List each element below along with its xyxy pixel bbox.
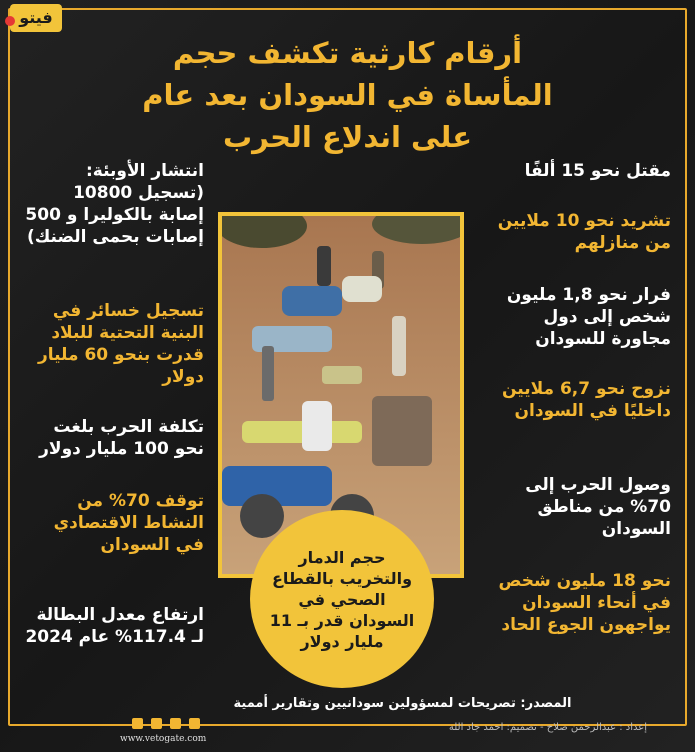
stat-displaced: تشريد نحو 10 ملايين من منازلهم <box>497 211 671 253</box>
health-sector-text: حجم الدمار والتخريب بالقطاع الصحي في السودان قدر بـ 11 مليار دولار <box>269 547 415 651</box>
logo-text: فيتو <box>19 8 53 27</box>
stat-infrastructure-loss: تسجيل خسائر في البنية التحتية للبلاد قدرت بنحو 60 مليار دولار <box>37 301 204 387</box>
instagram-icon[interactable] <box>170 718 181 729</box>
brand-logo[interactable] <box>10 4 62 32</box>
stat-internal-displacement: نزوح نحو 6,7 ملايين داخليًا في السودان <box>501 379 671 421</box>
facebook-icon[interactable] <box>132 718 143 729</box>
twitter-icon[interactable] <box>151 718 162 729</box>
stat-refugees: فرار نحو 1,8 مليون شخص إلى دول مجاورة للسودان <box>506 285 671 349</box>
title-line-1: أرقام كارثية تكشف حجم <box>172 36 523 70</box>
stat-war-coverage: وصول الحرب إلى 70% من مناطق السودان <box>525 475 671 539</box>
stat-deaths: مقتل نحو 15 ألفًا <box>524 161 671 181</box>
stat-hunger: نحو 18 مليون شخص في أنحاء السودان يواجهون الجوع الحاد <box>498 571 671 635</box>
page-title <box>90 32 605 158</box>
stat-war-cost: تكلفة الحرب بلغت نحو 100 مليار دولار <box>39 417 204 459</box>
stat-economic-halt: توقف 70% من النشاط الاقتصادي في السودان <box>53 491 204 555</box>
website-url[interactable]: www.vetogate.com <box>120 734 207 744</box>
stat-epidemics: انتشار الأوبئة: (تسجيل 10800 إصابة بالكوليرا و 500 إصابات بحمى الضنك) <box>25 161 204 247</box>
logo-dot-icon <box>5 16 15 26</box>
title-line-2: المأساة في السودان بعد عام <box>142 78 553 112</box>
stat-unemployment: ارتفاع معدل البطالة لـ 117.4% عام 2024 <box>25 605 204 647</box>
health-sector-callout <box>250 510 434 688</box>
credits-line: إعداد : عبدالرحمن صلاح - تصميم: احمد جاد الله <box>448 722 647 733</box>
source-line: المصدر: تصريحات لمسؤولين سودانيين وتقارير أممية <box>233 696 572 711</box>
title-line-3: على اندلاع الحرب <box>222 120 473 154</box>
social-links <box>132 718 200 729</box>
youtube-icon[interactable] <box>189 718 200 729</box>
